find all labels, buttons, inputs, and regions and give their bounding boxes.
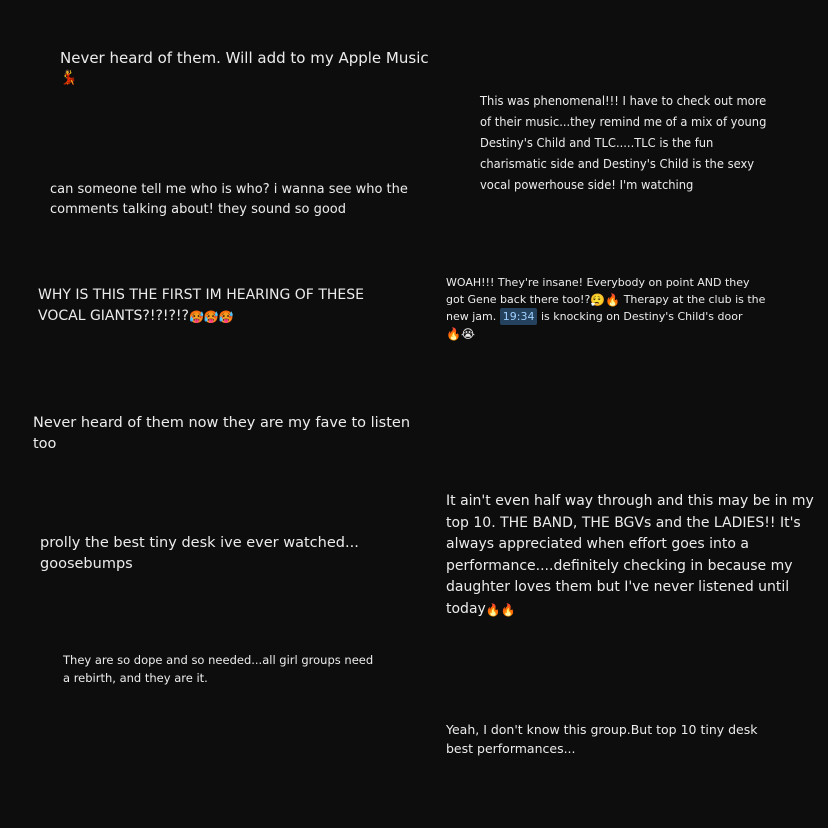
comment-apple-music bbox=[60, 48, 440, 85]
comment-text: It ain't even half way through and this may be in my top 10. THE BAND, THE BGVs and the LADIES!! It's always appreciated when effort goes into a performance....definitely checking in because my daughter loves them but I've never listened until today bbox=[446, 493, 814, 617]
comment-text: This was phenomenal!!! I have to check out more of their music...they remind me of a mix of young Destiny's Child and TLC.....TLC is the fun charismatic side and Destiny's Child is the sexy vocal powerhouse side! I'm watching bbox=[480, 93, 767, 192]
comment-text: prolly the best tiny desk ive ever watched... goosebumps bbox=[40, 535, 359, 572]
comment-text: WHY IS THIS THE FIRST IM HEARING OF THESE VOCAL GIANTS?!?!?!? bbox=[38, 287, 364, 324]
comment-text: Never heard of them. Will add to my Apple Music bbox=[60, 49, 429, 67]
fire-emoji-icon: 😮‍💨🔥 bbox=[590, 293, 621, 307]
comment-woah bbox=[446, 274, 766, 342]
comment-text-part1: WOAH!!! They're insane! Everybody on point AND they got Gene back there too!? bbox=[446, 276, 750, 306]
comment-dope bbox=[63, 651, 383, 687]
comment-text-part2: Therapy at the club is the new jam. bbox=[446, 293, 766, 323]
comment-fave bbox=[33, 413, 413, 455]
comment-band bbox=[446, 491, 816, 620]
comment-prolly bbox=[40, 533, 400, 575]
comment-text: can someone tell me who is who? i wanna see who the comments talking about! they sound so good bbox=[50, 182, 408, 217]
fire-emoji-icon: 🔥🔥 bbox=[485, 602, 516, 617]
comment-who-is-who bbox=[50, 180, 410, 220]
hot-face-emoji-icon: 🥵🥵🥵 bbox=[188, 310, 234, 324]
comment-yeah bbox=[446, 720, 786, 758]
comment-text: Yeah, I don't know this group.But top 10 tiny desk best performances... bbox=[446, 722, 758, 756]
dancer-emoji-icon: 💃 bbox=[60, 70, 78, 86]
comment-text: They are so dope and so needed...all girl groups need a rebirth, and they are it. bbox=[63, 653, 374, 685]
comment-text: Never heard of them now they are my fave to listen too bbox=[33, 415, 411, 452]
comment-text-part3: is knocking on Destiny's Child's door bbox=[537, 310, 743, 323]
comment-first-hearing bbox=[38, 285, 408, 327]
timestamp-link[interactable]: 19:34 bbox=[500, 308, 538, 325]
comment-phenomenal bbox=[480, 90, 774, 195]
crying-emoji-icon: 🔥😭 bbox=[446, 327, 475, 341]
